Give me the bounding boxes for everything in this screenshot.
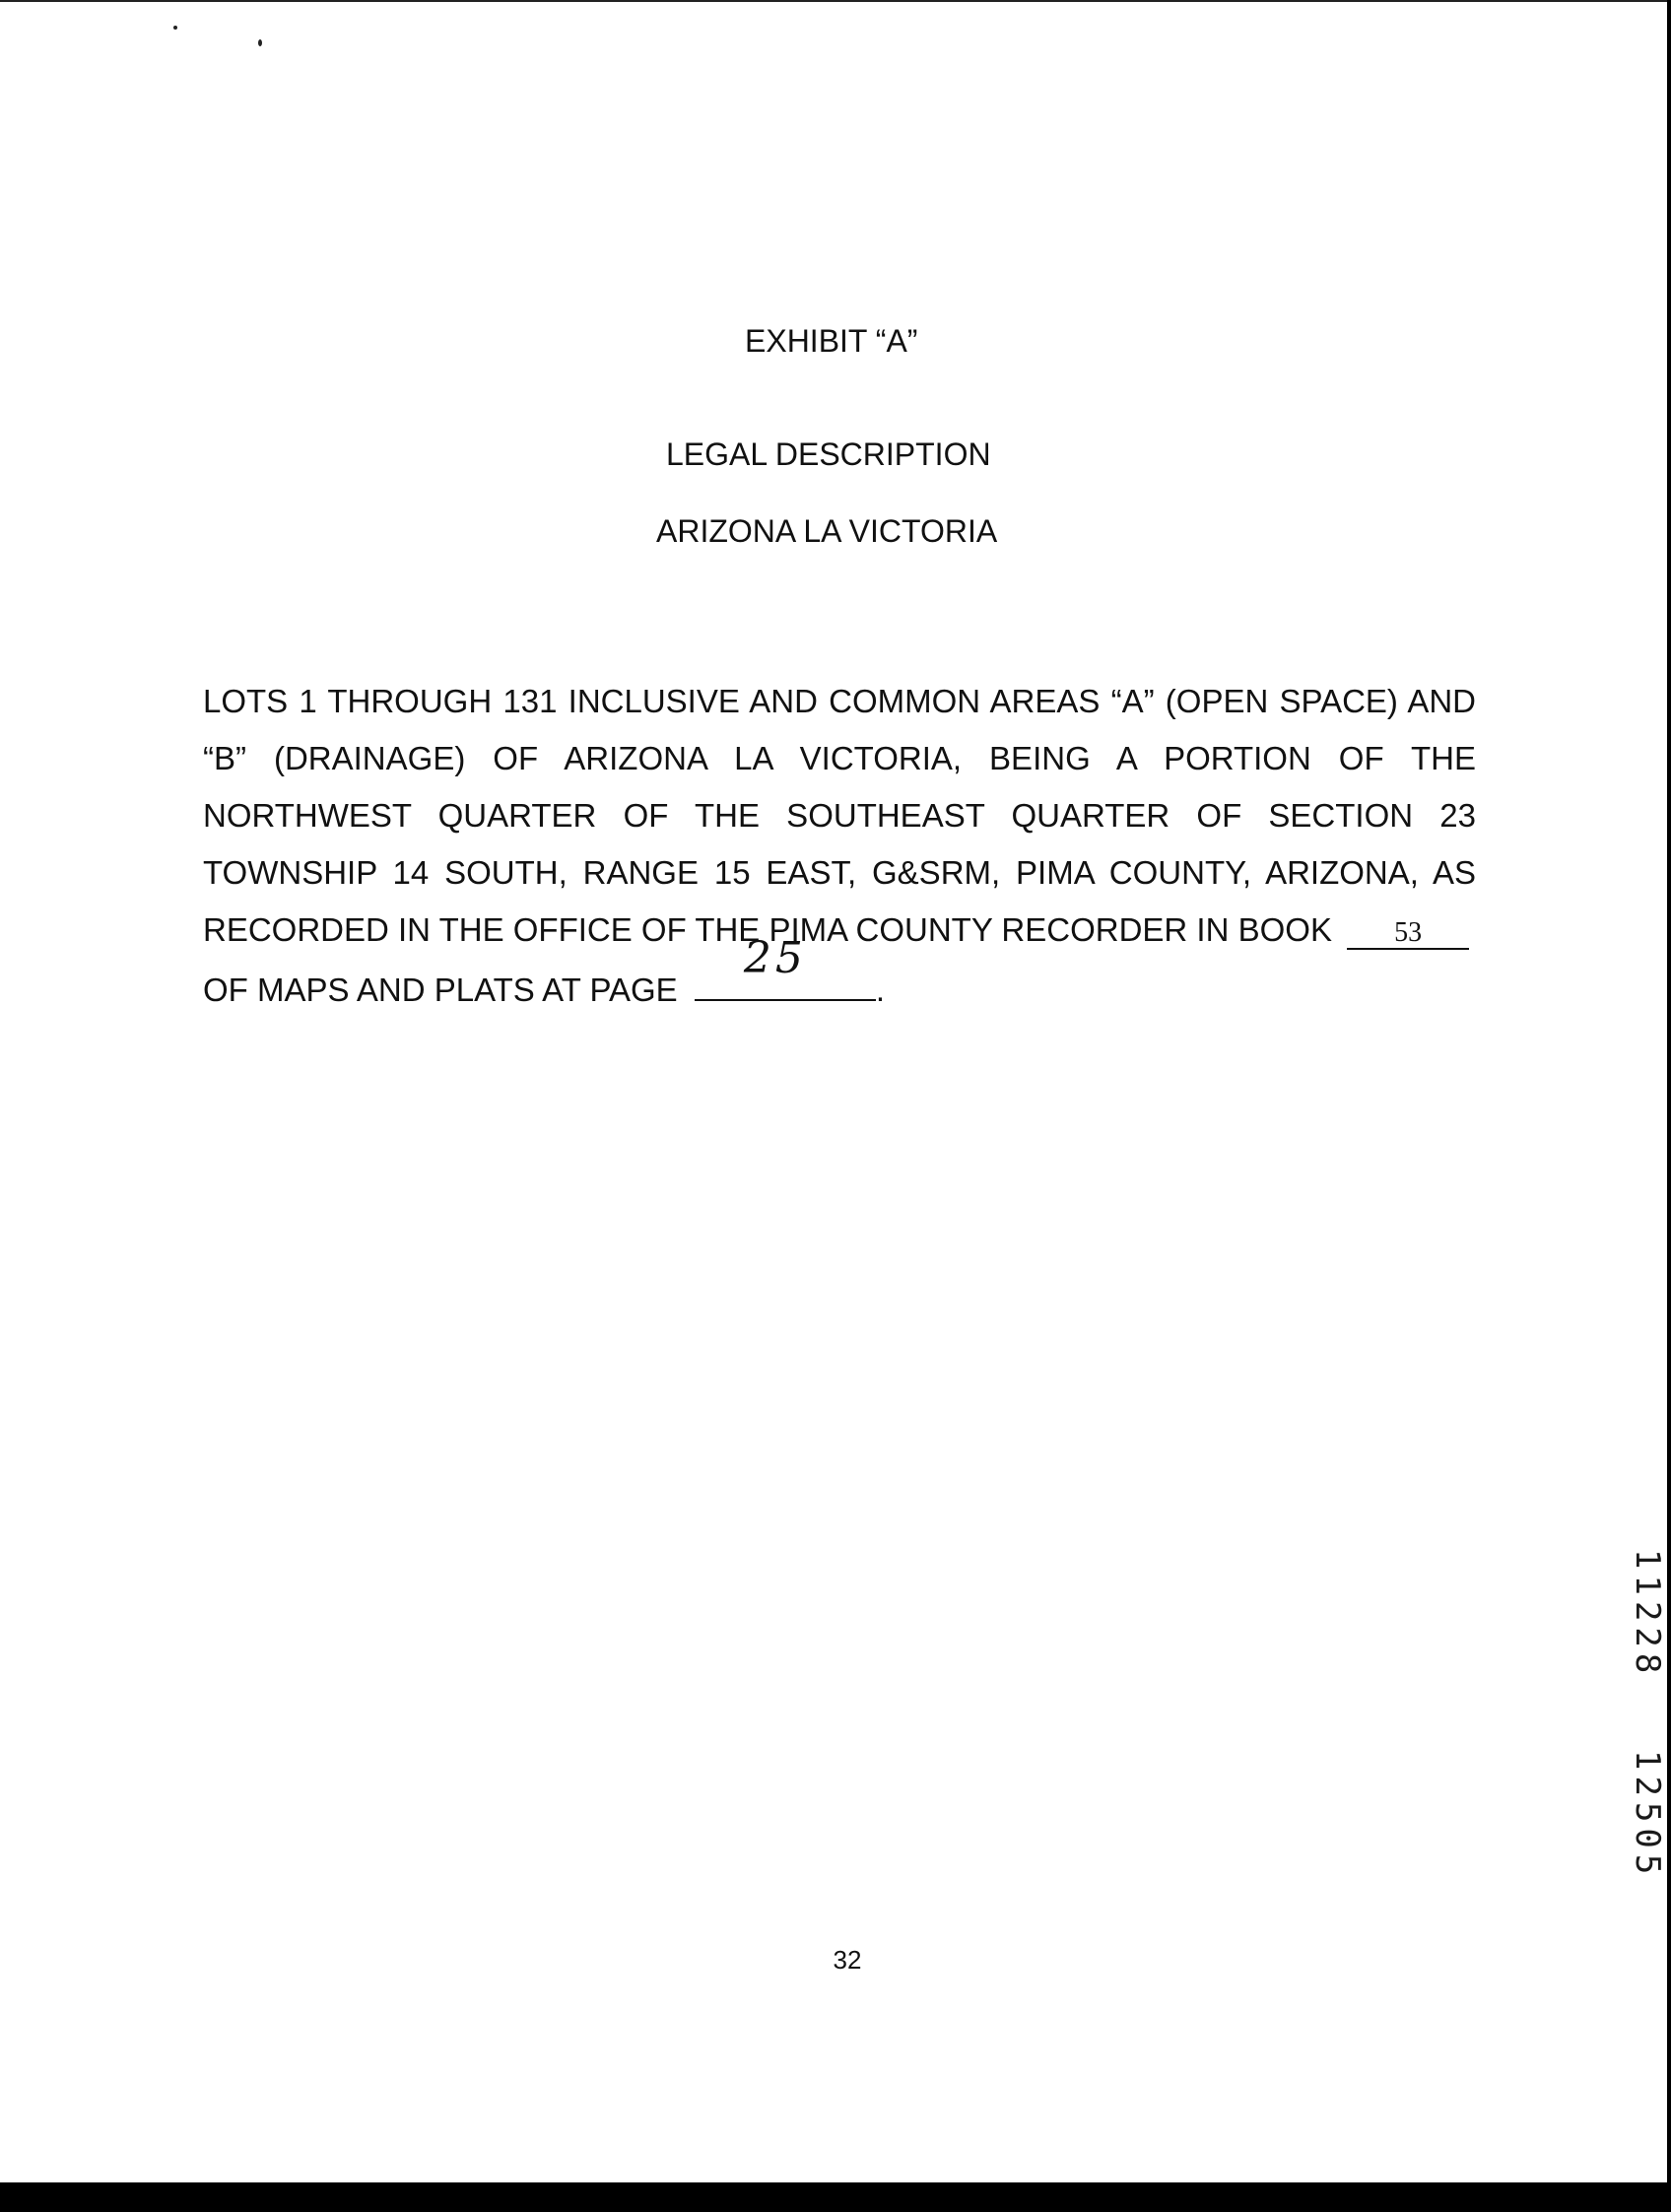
legal-description-title: LEGAL DESCRIPTION <box>666 436 991 472</box>
line-end-period: . <box>875 972 886 1008</box>
scan-border-bottom <box>0 2182 1671 2212</box>
body-line-3: NORTHWEST QUARTER OF THE SOUTHEAST QUARTER OF SECTION 23 <box>203 797 1476 834</box>
scan-speck <box>258 39 262 46</box>
body-line-6 <box>203 933 1476 1010</box>
page-number-handwritten: 25 <box>743 933 807 983</box>
body-line-1: LOTS 1 THROUGH 131 INCLUSIVE AND COMMON AREAS “A” (OPEN SPACE) AND <box>203 683 1476 719</box>
page-reference-text: OF MAPS AND PLATS AT PAGE <box>203 972 678 1008</box>
property-title: ARIZONA LA VICTORIA <box>656 513 998 549</box>
scan-border-top <box>0 0 1671 2</box>
body-line-2: “B” (DRAINAGE) OF ARIZONA LA VICTORIA, BEING A PORTION OF THE <box>203 740 1476 776</box>
page-number: 32 <box>833 1945 862 1975</box>
exhibit-title: EXHIBIT “A” <box>745 323 918 359</box>
scan-speck <box>173 26 177 30</box>
margin-stamp-first: 11228 <box>1628 1549 1667 1680</box>
book-number-blank <box>1347 915 1469 950</box>
body-line-4: TOWNSHIP 14 SOUTH, RANGE 15 EAST, G&SRM, PIMA COUNTY, ARIZONA, AS <box>203 854 1476 891</box>
margin-stamp-second: 12505 <box>1628 1750 1667 1881</box>
book-number: 53 <box>1394 917 1423 948</box>
book-reference-text: RECORDED IN THE OFFICE OF THE PIMA COUNTY RECORDER IN BOOK <box>203 911 1332 948</box>
body-line-5 <box>203 910 1476 950</box>
scan-border-right <box>1667 0 1671 2212</box>
page-number-blank <box>695 933 876 1001</box>
